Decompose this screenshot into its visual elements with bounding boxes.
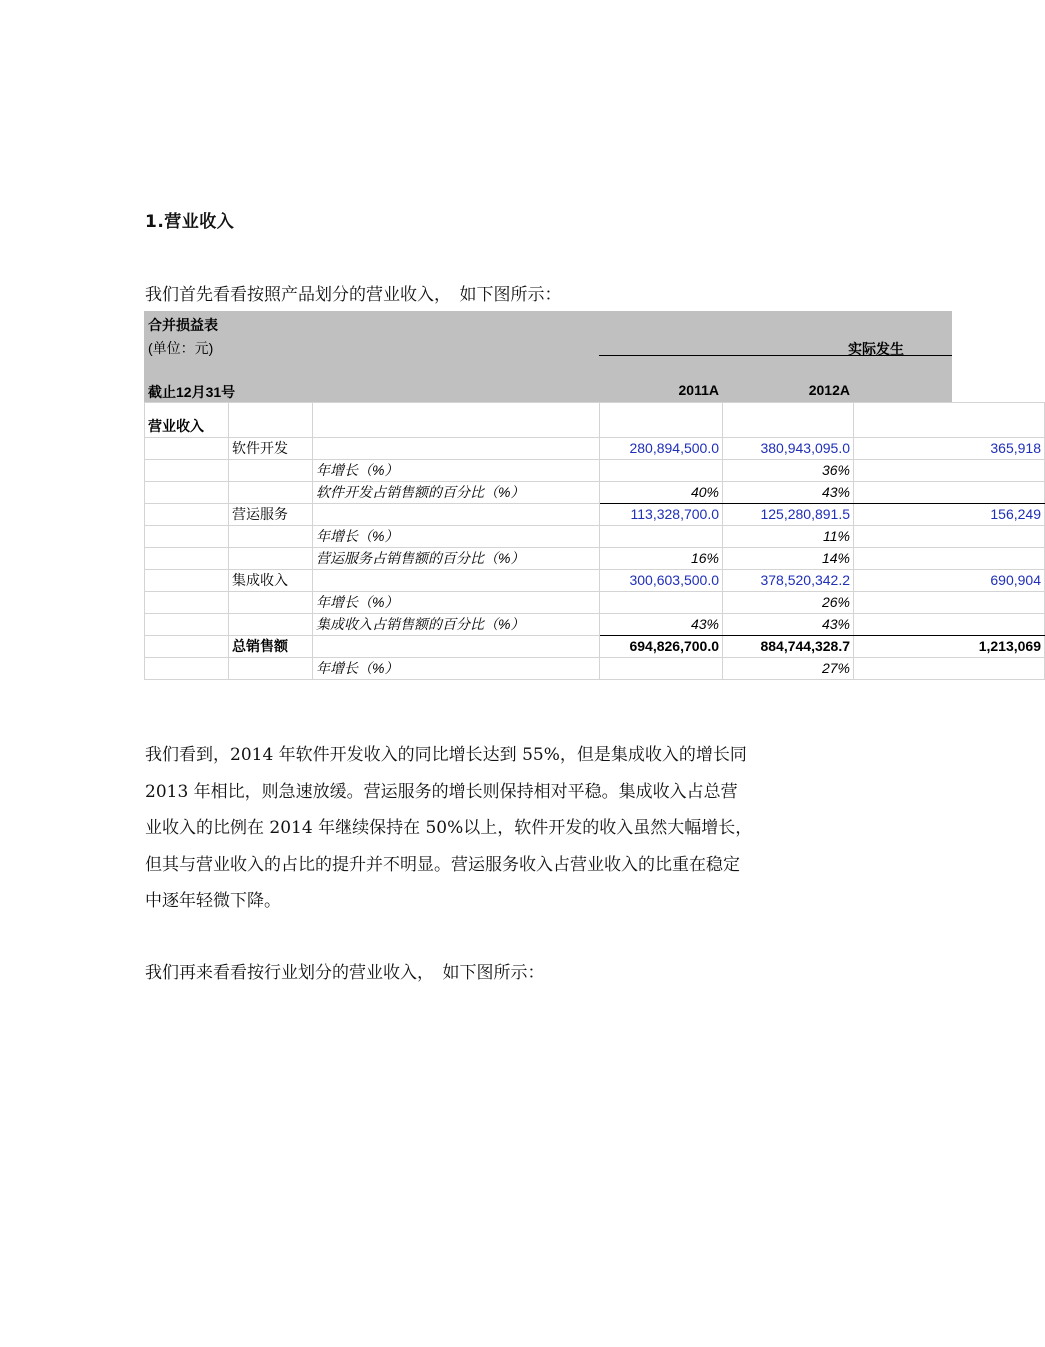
metric-label: 年增长（%）	[313, 526, 600, 548]
value-2013	[854, 592, 1045, 614]
second-intro-text: 我们再来看看按行业划分的营业收入， 如下图所示：	[145, 963, 545, 983]
value-2013: 1,213,069	[854, 636, 1045, 658]
value-2013	[854, 482, 1045, 504]
value-2011	[600, 658, 723, 680]
table-row	[145, 438, 1045, 460]
row-label	[229, 460, 313, 482]
value-2012: 26%	[723, 592, 854, 614]
table-cell	[145, 614, 229, 636]
year-2012: 2012A	[808, 382, 850, 398]
value-2013: 365,918	[854, 438, 1045, 460]
row-label	[229, 548, 313, 570]
table-cell	[145, 636, 229, 658]
table-row	[145, 658, 1045, 680]
table-row	[145, 570, 1045, 592]
metric-label	[313, 636, 600, 658]
income-statement-table	[144, 311, 1041, 684]
value-2011: 16%	[600, 548, 723, 570]
category-label: 营业收入	[145, 403, 229, 438]
year-2011: 2011A	[678, 382, 719, 398]
intro-text: 我们首先看看按照产品划分的营业收入， 如下图所示：	[145, 285, 562, 305]
value-2011	[600, 592, 723, 614]
value-2012: 27%	[723, 658, 854, 680]
value-2012: 14%	[723, 548, 854, 570]
value-2013	[854, 526, 1045, 548]
table-title: 合并损益表	[148, 317, 218, 333]
paragraph-line: 但其与营业收入的占比的提升并不明显。营运服务收入占营业收入的比重在稳定	[145, 854, 740, 875]
analysis-paragraph	[145, 737, 815, 920]
table-cell	[145, 460, 229, 482]
table-row	[145, 482, 1045, 504]
paragraph-line: 中逐年轻微下降。	[145, 891, 281, 911]
metric-label: 年增长（%）	[313, 658, 600, 680]
income-table	[144, 402, 1045, 680]
value-2012: 36%	[723, 460, 854, 482]
row-label: 营运服务	[229, 504, 313, 526]
metric-label: 软件开发占销售额的百分比（%）	[313, 482, 600, 504]
table-row	[145, 636, 1045, 658]
value-2011	[600, 460, 723, 482]
value-2011: 43%	[600, 614, 723, 636]
row-label	[229, 658, 313, 680]
table-row	[145, 526, 1045, 548]
metric-label: 集成收入占销售额的百分比（%）	[313, 614, 600, 636]
value-2012: 884,744,328.7	[723, 636, 854, 658]
paragraph-line: 业收入的比例在 2014 年继续保持在 50%以上，软件开发的收入虽然大幅增长，	[145, 818, 753, 838]
table-cell	[145, 592, 229, 614]
table-row	[145, 614, 1045, 636]
table-cell	[723, 403, 854, 438]
metric-label	[313, 570, 600, 592]
value-2013	[854, 548, 1045, 570]
row-label	[229, 592, 313, 614]
value-2013: 156,249	[854, 504, 1045, 526]
value-2011: 280,894,500.0	[600, 438, 723, 460]
table-cell	[145, 548, 229, 570]
metric-label: 年增长（%）	[313, 592, 600, 614]
value-2012: 125,280,891.5	[723, 504, 854, 526]
row-label	[229, 614, 313, 636]
metric-label: 营运服务占销售额的百分比（%）	[313, 548, 600, 570]
value-2011	[600, 526, 723, 548]
actual-label: 实际发生	[848, 341, 904, 357]
metric-label	[313, 438, 600, 460]
table-cell	[145, 438, 229, 460]
table-cell	[313, 403, 600, 438]
metric-label: 年增长（%）	[313, 460, 600, 482]
table-cell	[145, 570, 229, 592]
value-2013	[854, 658, 1045, 680]
value-2012: 11%	[723, 526, 854, 548]
date-label: 截止12月31号	[148, 384, 236, 400]
table-header	[144, 311, 952, 402]
table-row	[145, 504, 1045, 526]
value-2013	[854, 460, 1045, 482]
value-2012: 43%	[723, 482, 854, 504]
value-2011: 300,603,500.0	[600, 570, 723, 592]
row-label: 软件开发	[229, 438, 313, 460]
paragraph-line: 2013 年相比，则急速放缓。营运服务的增长则保持相对平稳。集成收入占总营	[145, 781, 738, 802]
value-2011: 40%	[600, 482, 723, 504]
table-cell	[145, 482, 229, 504]
table-cell	[145, 526, 229, 548]
table-unit: (单位：元)	[148, 340, 214, 356]
metric-label	[313, 504, 600, 526]
value-2013	[854, 614, 1045, 636]
table-cell	[145, 504, 229, 526]
header-rule	[599, 355, 952, 356]
value-2012: 378,520,342.2	[723, 570, 854, 592]
value-2012: 380,943,095.0	[723, 438, 854, 460]
section-title: 1.营业收入	[145, 212, 235, 232]
row-label: 集成收入	[229, 570, 313, 592]
value-2012: 43%	[723, 614, 854, 636]
paragraph-line: 我们看到，2014 年软件开发收入的同比增长达到 55%，但是集成收入的增长同	[145, 745, 747, 765]
table-row	[145, 592, 1045, 614]
row-label	[229, 526, 313, 548]
row-label	[229, 482, 313, 504]
table-row	[145, 548, 1045, 570]
table-cell	[854, 403, 1045, 438]
table-cell	[229, 403, 313, 438]
value-2013: 690,904	[854, 570, 1045, 592]
table-row	[145, 403, 1045, 438]
value-2011: 113,328,700.0	[600, 504, 723, 526]
table-cell	[600, 403, 723, 438]
income-table-body	[145, 403, 1045, 680]
table-row	[145, 460, 1045, 482]
row-label: 总销售额	[229, 636, 313, 658]
table-cell	[145, 658, 229, 680]
value-2011: 694,826,700.0	[600, 636, 723, 658]
